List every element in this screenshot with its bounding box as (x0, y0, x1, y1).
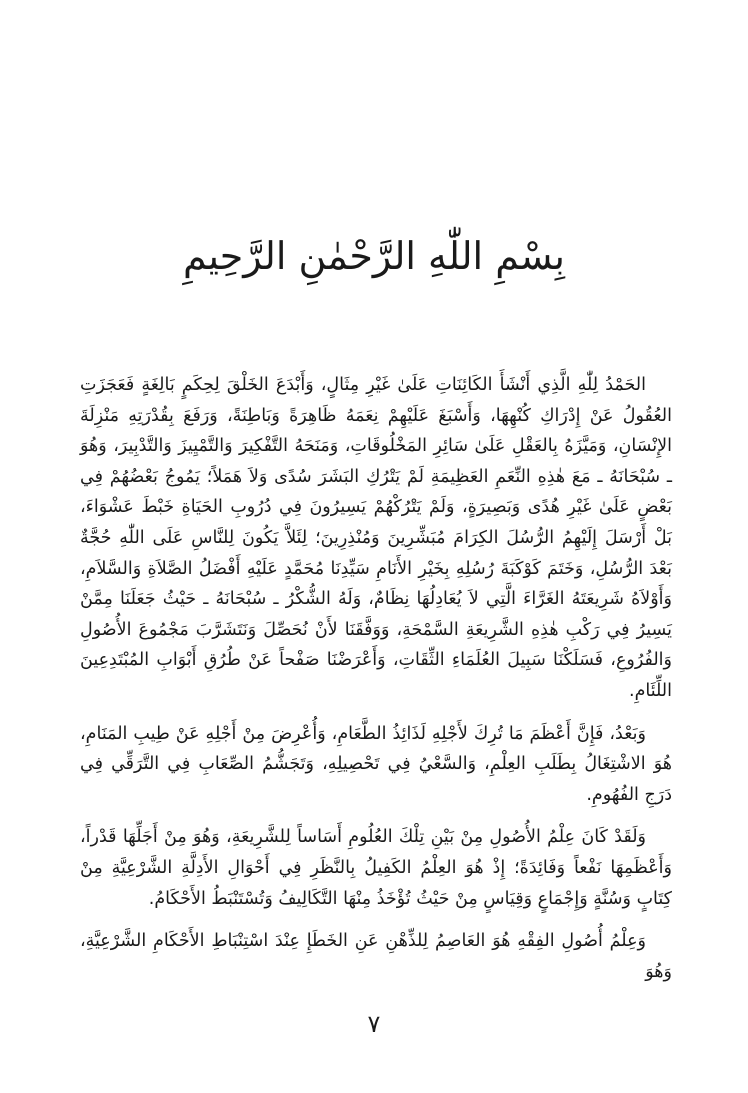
paragraph: الحَمْدُ لِلّٰهِ الَّذِي أَنْشَأَ الكَائِنَاتِ عَلَىٰ غَيْرِ مِثَالٍ، وَأَبْدَعَ الخَلْقَ لِحِكَمٍ بَالِغَةٍ فَعَجَزَتِ العُقُولُ عَنْ إِدْرَاكِ كُنْهِهَا، وَأَسْبَغَ عَلَيْهِمْ نِعَمَهُ ظَاهِرَةً وَبَاطِنَةً، وَرَفَعَ بِقُدْرَتِهِ مَنْزِلَةَ الإِنْسَانِ، وَمَيَّزَهُ بِالعَقْلِ عَلَىٰ سَائِرِ المَخْلُوقَاتِ، وَمَنَحَهُ التَّفْكِيرَ وَالتَّمْيِيزَ وَالتَّدْبِيرَ، وَهُوَ ـ سُبْحَانَهُ ـ مَعَ هٰذِهِ النِّعَمِ العَظِيمَةِ لَمْ يَتْرُكِ البَشَرَ سُدًى وَلاَ هَمَلاً؛ يَمُوجُ بَعْضُهُمْ فِي بَعْضٍ عَلَىٰ غَيْرِ هُدًى وَبَصِيرَةٍ، وَلَمْ يَتْرُكْهُمْ يَسِيرُونَ فِي دُرُوبِ الحَيَاةِ خَبْطَ عَشْوَاءَ، بَلْ أَرْسَلَ إِلَيْهِمُ الرُّسُلَ الكِرَامَ مُبَشِّرِينَ وَمُنْذِرِينَ؛ لِئَلاَّ يَكُونَ لِلنَّاسِ عَلَى اللّٰهِ حُجَّةٌ بَعْدَ الرُّسُلِ، وَخَتَمَ كَوْكَبَةَ رُسُلِهِ بِخَيْرِ الأَنَامِ سَيِّدِنَا مُحَمَّدٍ عَلَيْهِ أَفْضَلُ الصَّلاَةِ وَالسَّلاَمِ، وَأَوْلاَهُ شَرِيعَتَهُ الغَرَّاءَ الَّتِي لاَ يُعَادِلُهَا نِظَامٌ، وَلَهُ الشُّكْرُ ـ سُبْحَانَهُ ـ حَيْثُ جَعَلَنَا مِمَّنْ يَسِيرُ فِي رَكْبِ هٰذِهِ الشَّرِيعَةِ السَّمْحَةِ، وَوَفَّقَنَا لأَنْ نُحَصِّلَ وَنَتَشَرَّبَ مَجْمُوعَ الأُصُولِ وَالفُرُوعِ، فَسَلَكْنَا سَبِيلَ العُلَمَاءِ الثِّقَاتِ، وَأَعْرَضْنَا صَفْحاً عَنْ طُرُقِ أَبْوَابِ المُبْتَدِعِينَ اللِّئَامِ. (80, 375, 672, 701)
page-number: ٧ (367, 1010, 381, 1038)
body-text (80, 370, 672, 999)
paragraph: وَعِلْمُ أُصُولِ الفِقْهِ هُوَ العَاصِمُ لِلذِّهْنِ عَنِ الخَطَإِ عِنْدَ اسْتِنْبَاطِ الأَحْكَامِ الشَّرْعِيَّةِ، وَهُوَ (80, 931, 672, 982)
paragraph: وَبَعْدُ، فَإِنَّ أَعْظَمَ مَا تُرِكَ لأَجْلِهِ لَذَائِذُ الطَّعَامِ، وَأُعْرِضَ مِنْ أَجْلِهِ عَنْ طِيبِ المَنَامِ، هُوَ الاشْتِغَالُ بِطَلَبِ العِلْمِ، وَالسَّعْيُ فِي تَحْصِيلِهِ، وَتَجَشُّمُ الصِّعَابِ فِي التَّرَقِّي فِي دَرَجِ الفُهُومِ. (80, 723, 672, 805)
paragraph: وَلَقَدْ كَانَ عِلْمُ الأُصُولِ مِنْ بَيْنِ تِلْكَ العُلُومِ أَسَاساً لِلشَّرِيعَةِ، وَهُوَ مِنْ أَجَلِّهَا قَدْراً، وَأَعْظَمِهَا نَفْعاً وَفَائِدَةً؛ إِذْ هُوَ العِلْمُ الكَفِيلُ بِالنَّظَرِ فِي أَحْوَالِ الأَدِلَّةِ الشَّرْعِيَّةِ مِنْ كِتَابٍ وَسُنَّةٍ وَإِجْمَاعٍ وَقِيَاسٍ مِنْ حَيْثُ تُؤْخَذُ مِنْهَا التَّكَالِيفُ وَتُسْتَنْبَطُ الأَحْكَامُ. (80, 827, 672, 909)
basmala-heading: بِسْمِ اللّٰهِ الرَّحْمٰنِ الرَّحِيمِ (183, 234, 565, 278)
